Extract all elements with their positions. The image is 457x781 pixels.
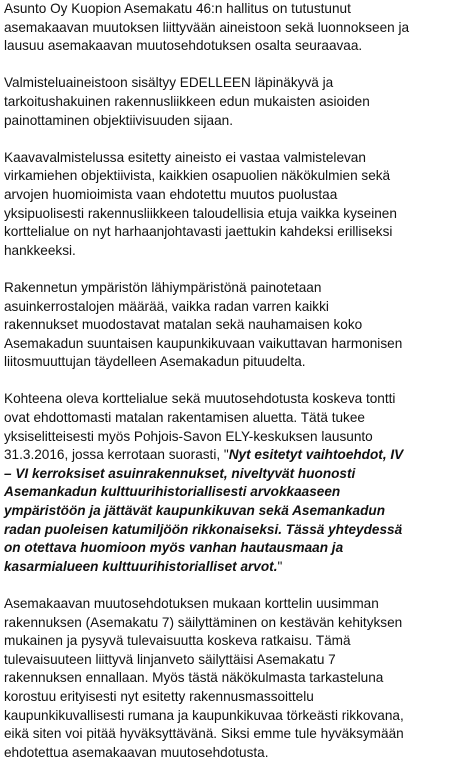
text-segment: 31.3.2016, jossa kerrotaan suorasti, " <box>4 447 229 463</box>
text-line: lausuu asemakaavan muutosehdotuksen osalta seuraavaa. <box>4 38 363 54</box>
text-line: virkamiehen objektiivista, kaikkien osapuolien näkökulmien sekä <box>4 168 391 184</box>
paragraph-built-environment <box>4 279 455 372</box>
text-line: korttelialue on nyt harhaanjohtavasti jaettukin kahdeksi erilliseksi <box>4 224 393 240</box>
text-line: Asemakadun suuntaisen kaupunkikuvaan vaikuttavan harmonisen <box>4 335 403 351</box>
text-line: painottaminen objektiivisuuden sijaan. <box>4 112 233 128</box>
text-line: Rakennetun ympäristön lähiympäristönä painotetaan <box>4 279 322 295</box>
text-line: liitosmuuttujan täydelleen Asemakadun pituudelta. <box>4 354 306 370</box>
text-line: yksipuolisesti rakennusliikkeen taloudellisia etuja vaikka kyseinen <box>4 205 397 221</box>
quoted-text-line: on otettava huomioon myös vanhan hautausmaan ja <box>4 540 344 556</box>
quoted-text: kasarmialueen kulttuurihistorialliset arvot. <box>4 558 278 574</box>
text-segment: " <box>277 558 283 574</box>
text-line: eikä siten voi pitää hyväksyttävänä. Siksi emme tule hyväksymään <box>4 726 404 742</box>
quoted-text: Nyt esitetyt vaihtoehdot, IV <box>228 447 404 463</box>
text-line <box>4 558 455 577</box>
text-line: ehdotettua asemakaavan muutosehdotusta. <box>4 744 269 760</box>
text-line: Asunto Oy Kuopion Asemakatu 46:n hallitus on tutustunut <box>4 1 351 16</box>
paragraph-preparation-material <box>4 74 455 130</box>
paragraph-objectivity <box>4 149 455 261</box>
text-line: rakennuksen ennallaan. Myös tästä näkökulmasta tarkasteluna <box>4 670 384 686</box>
text-line: Kaavavalmistelussa esitetty aineisto ei vastaa valmistelevan <box>4 149 366 165</box>
text-line: asuinkerrostalojen määrää, vaikka radan varren kaikki <box>4 298 329 314</box>
text-line: hankkeeksi. <box>4 242 76 258</box>
quoted-text-line: Asemankadun kulttuurihistoriallisesti arvokkaaseen <box>4 484 341 500</box>
paragraph-ely-statement <box>4 390 455 576</box>
text-line: asemakaavan muutoksen liittyvään aineistoon sekä luonnokseen ja <box>4 19 410 35</box>
text-line: rakennukset muodostavat matalan sekä nauhamaisen koko <box>4 317 363 333</box>
text-line: Asemakaavan muutosehdotuksen mukaan korttelin uusimman <box>4 596 379 611</box>
document-body <box>4 0 455 781</box>
quoted-text-line: radan puoleisen katumiljöön rikkonaiseksi. Tässä yhteydessä <box>4 521 403 537</box>
text-line: mukainen ja pysyvä tulevaisuutta koskeva ratkaisu. Tämä <box>4 633 351 649</box>
text-line: kaupunkikuvallisesti rumana ja kaupunkikuvaa törkeästi rikkovana, <box>4 707 404 723</box>
text-line: arvojen huomioimista vaan ehdotettu muutos puolustaa <box>4 186 338 202</box>
paragraph-conclusion <box>4 595 455 762</box>
text-line: yksiselitteisesti myös Pohjois-Savon ELY-keskuksen lausunto <box>4 428 373 444</box>
paragraph-board-statement <box>4 0 455 56</box>
text-line: ovat ehdottomasti matalan rakentamisen aluetta. Tätä tukee <box>4 410 365 426</box>
text-line: Kohteena oleva korttelialue sekä muutosehdotusta koskeva tontti <box>4 391 396 407</box>
text-line: rakennuksen (Asemakatu 7) säilyttäminen on kestävän kehityksen <box>4 614 403 630</box>
text-line <box>4 446 455 465</box>
text-line: korostuu erityisesti nyt esitetty rakennusmassoittelu <box>4 688 314 704</box>
text-line: Valmisteluaineistoon sisältyy EDELLEEN läpinäkyvä ja <box>4 75 334 91</box>
text-line: tarkoitushakuinen rakennusliikkeen edun mukaisten asioiden <box>4 93 370 109</box>
text-line: tulevaisuuteen liittyvä linjanveto säilyttäisi Asemakatu 7 <box>4 651 336 667</box>
quoted-text-line: ympäristöön ja jättävät kaupunkikuvan sekä Asemankadun <box>4 503 386 519</box>
quoted-text-line: – VI kerroksiset asuinrakennukset, niveltyvät huonosti <box>4 465 356 481</box>
